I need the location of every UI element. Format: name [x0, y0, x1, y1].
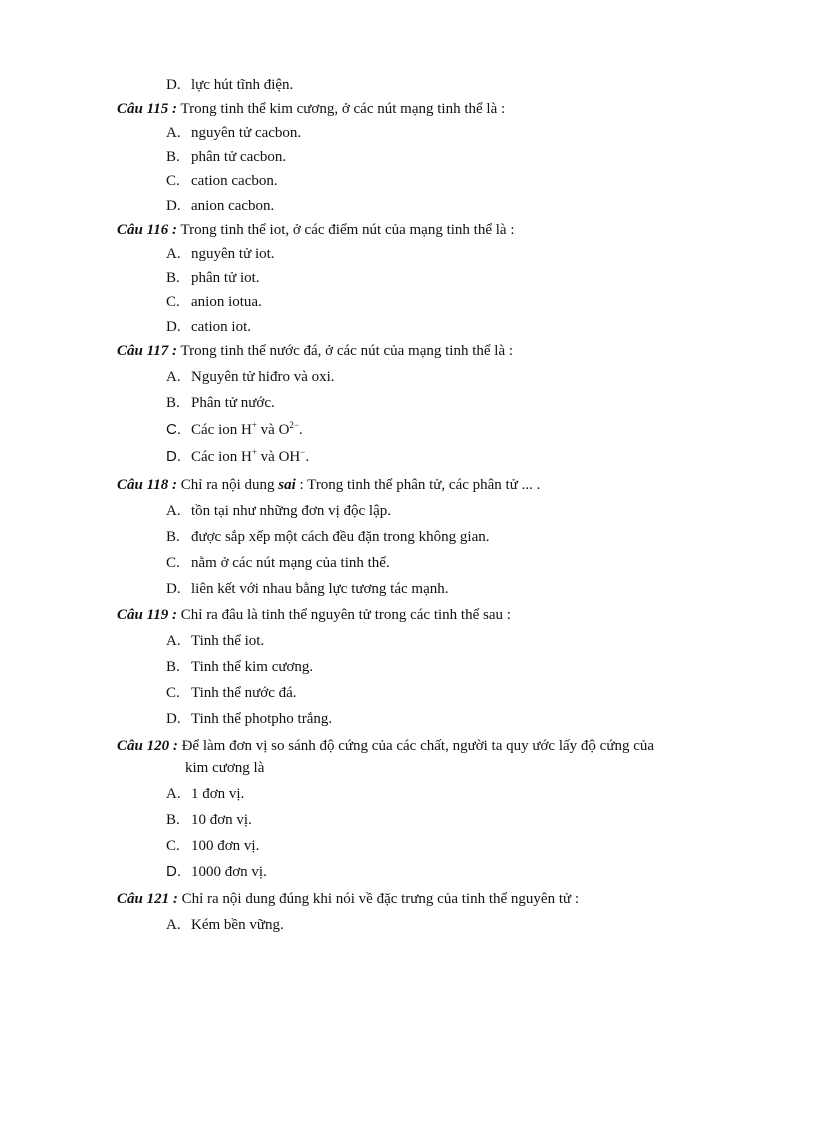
option-a: [166, 124, 301, 142]
option-text: cation cacbon.: [191, 173, 278, 189]
option-c: [166, 421, 303, 439]
question-label: Câu 118 :: [117, 477, 178, 493]
option-letter: B.: [166, 149, 180, 165]
ion-text-pre: Các ion H: [191, 449, 252, 465]
option-letter: A.: [166, 503, 181, 519]
option-letter: D.: [166, 319, 181, 335]
option-text: Tinh thể photpho trắng.: [191, 711, 333, 727]
option-text: liên kết với nhau bằng lực tương tác mạnh.: [191, 581, 449, 597]
option-letter: C.: [166, 838, 180, 854]
option-c: [166, 172, 278, 190]
charge-superscript: −: [300, 447, 306, 457]
question-118: [117, 476, 540, 494]
option-letter: A.: [166, 246, 181, 262]
option-letter: A.: [166, 917, 181, 933]
question-117: [117, 342, 513, 360]
option-d: [166, 197, 274, 215]
option-text: nguyên tử iot.: [191, 246, 275, 262]
option-text: Kém bền vững.: [191, 917, 284, 933]
question-116: [117, 221, 514, 239]
option-a: [166, 916, 284, 934]
option-d: [166, 448, 309, 466]
question-120: [117, 737, 654, 755]
ion-text-pre: Các ion H: [191, 422, 252, 438]
option-letter: B.: [166, 659, 180, 675]
charge-superscript: +: [251, 420, 257, 430]
option-b: [166, 394, 275, 412]
option-b: [166, 269, 260, 287]
question-label: Câu 119 :: [117, 607, 178, 623]
option-text: lực hút tĩnh điện.: [191, 77, 294, 93]
option-letter: D.: [166, 198, 181, 214]
question-119: [117, 606, 511, 624]
option-a: [166, 368, 335, 386]
option-letter: A.: [166, 786, 181, 802]
question-label: Câu 115 :: [117, 101, 178, 117]
charge-superscript: 2−: [289, 420, 299, 430]
option-text: 100 đơn vị.: [191, 838, 260, 854]
ion-text-mid: và OH: [256, 449, 301, 465]
question-120-continuation: [185, 759, 264, 777]
question-121: [117, 890, 579, 908]
question-text: Chỉ ra đâu là tinh thể nguyên tử trong các tinh thể sau :: [180, 607, 511, 623]
question-text: Trong tinh thể iot, ở các điểm nút của mạng tinh thể là :: [180, 222, 515, 238]
question-label: Câu 121 :: [117, 891, 178, 907]
question-text-post: : Trong tinh thể phân tử, các phân tử ... .: [295, 477, 541, 493]
option-letter: C.: [166, 421, 181, 438]
option-text: Nguyên tử hiđro và oxi.: [191, 369, 335, 385]
option-c: [166, 293, 262, 311]
option-letter: C.: [166, 294, 180, 310]
option-text: 10 đơn vị.: [191, 812, 252, 828]
option-letter: A.: [166, 633, 181, 649]
option-d: [166, 710, 332, 728]
option-a: [166, 245, 275, 263]
question-text: Chỉ ra nội dung đúng khi nói về đặc trưng của tinh thể nguyên tử :: [181, 891, 580, 907]
option-text: Tinh thể kim cương.: [191, 659, 314, 675]
ion-text-mid: và O: [256, 422, 290, 438]
option-b: [166, 148, 286, 166]
question-text-pre: Chỉ ra nội dung: [180, 477, 279, 493]
option-text: Phân tử nước.: [191, 395, 275, 411]
option-text: Tinh thể nước đá.: [191, 685, 297, 701]
option-d: [166, 318, 251, 336]
option-d: [166, 863, 267, 881]
option-letter: B.: [166, 395, 180, 411]
option-letter: D.: [166, 863, 181, 880]
option-text: phân tử iot.: [191, 270, 260, 286]
option-b: [166, 658, 313, 676]
option-a: [166, 632, 264, 650]
option-text: tồn tại như những đơn vị độc lập.: [191, 503, 392, 519]
option-d: [166, 76, 293, 94]
charge-superscript: +: [251, 447, 257, 457]
option-text: anion cacbon.: [191, 198, 275, 214]
option-letter: D.: [166, 448, 181, 465]
question-label: Câu 120 :: [117, 738, 178, 754]
option-text: nằm ở các nút mạng của tinh thể.: [191, 555, 390, 571]
option-c: [166, 837, 259, 855]
option-letter: A.: [166, 369, 181, 385]
question-label: Câu 116 :: [117, 222, 178, 238]
option-text: được sắp xếp một cách đều đặn trong không gian.: [191, 529, 490, 545]
option-letter: C.: [166, 685, 180, 701]
option-text: anion iotua.: [191, 294, 262, 310]
option-text: 1 đơn vị.: [191, 786, 245, 802]
ion-text-post: .: [298, 422, 303, 438]
option-text: Tinh thể iot.: [191, 633, 265, 649]
option-letter: D.: [166, 77, 181, 93]
option-d: [166, 580, 448, 598]
ion-text-post: .: [305, 449, 310, 465]
question-emphasis: sai: [278, 477, 296, 493]
option-a: [166, 502, 391, 520]
question-text: Trong tinh thể nước đá, ở các nút của mạng tinh thể là :: [180, 343, 514, 359]
question-115: [117, 100, 505, 118]
option-letter: A.: [166, 125, 181, 141]
option-letter: B.: [166, 529, 180, 545]
option-letter: D.: [166, 581, 181, 597]
option-letter: D.: [166, 711, 181, 727]
question-text: Trong tinh thể kim cương, ở các nút mạng tinh thể là :: [180, 101, 506, 117]
option-letter: C.: [166, 555, 180, 571]
question-label: Câu 117 :: [117, 343, 178, 359]
option-b: [166, 528, 489, 546]
option-c: [166, 684, 297, 702]
option-c: [166, 554, 390, 572]
option-text: phân tử cacbon.: [191, 149, 287, 165]
option-letter: C.: [166, 173, 180, 189]
question-text: Để làm đơn vị so sánh độ cứng của các chất, người ta quy ước lấy độ cứng của: [181, 738, 655, 754]
option-text: nguyên tử cacbon.: [191, 125, 302, 141]
option-letter: B.: [166, 812, 180, 828]
question-text-line2: kim cương là: [185, 760, 265, 776]
option-text: cation iot.: [191, 319, 251, 335]
option-b: [166, 811, 252, 829]
option-a: [166, 785, 244, 803]
option-text: 1000 đơn vị.: [191, 864, 267, 880]
option-letter: B.: [166, 270, 180, 286]
